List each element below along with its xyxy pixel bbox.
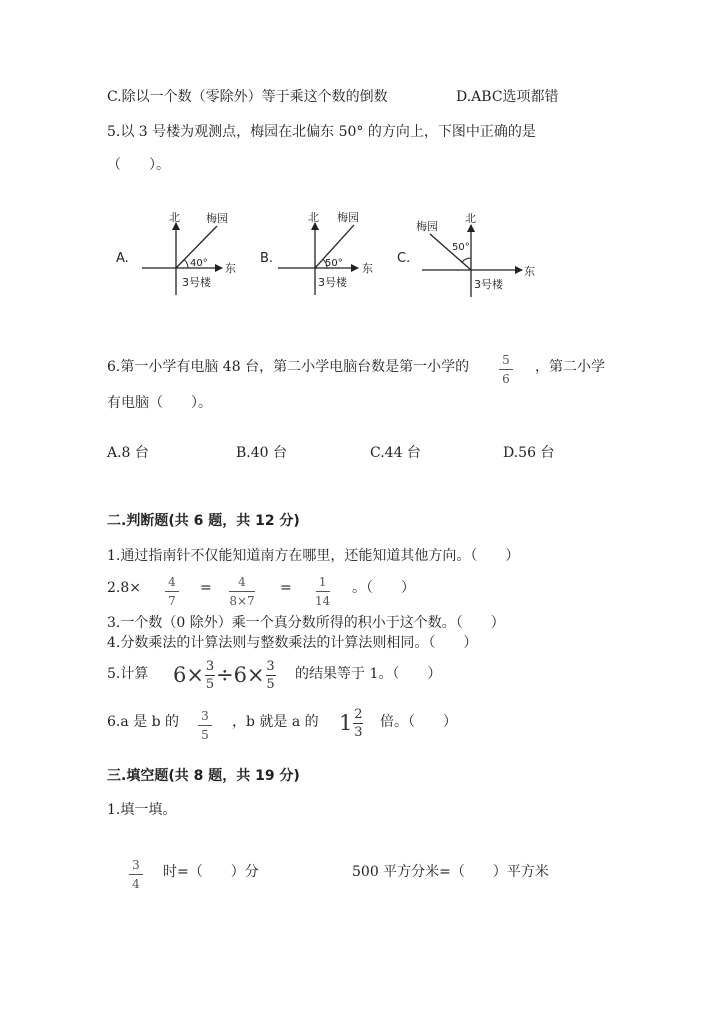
svg-text:北: 北: [465, 212, 476, 225]
q6-option-b: B.40 台: [236, 445, 288, 461]
s2-q6-suffix: 倍。（ ）: [380, 714, 457, 730]
svg-text:东: 东: [225, 262, 236, 275]
s2-q4: 4.分数乘法的计算法则与整数乘法的计算法则相同。（ ）: [107, 635, 478, 651]
q4-option-c: C.除以一个数（零除外）等于乘这个数的倒数: [107, 89, 388, 105]
svg-text:东: 东: [362, 262, 373, 275]
s3-q1: 1.填一填。: [107, 802, 177, 818]
s2-q5-prefix: 5.计算: [107, 666, 149, 682]
s2-q5-expression: 6× 3 5 ÷6× 3 5: [173, 659, 275, 692]
section3-title: 三.填空题(共 8 题，共 19 分): [107, 768, 300, 784]
s2-q2-eq1: =: [200, 580, 212, 596]
q5-stem: 5.以 3 号楼为观测点，梅园在北偏东 50° 的方向上，下图中正确的是: [107, 124, 536, 140]
svg-text:梅园: 梅园: [206, 212, 228, 225]
s2-q2-frac2: 4 8×7: [229, 575, 255, 608]
svg-text:北: 北: [308, 211, 319, 224]
s2-q2-frac3: 1 14: [315, 575, 331, 608]
q6-option-a: A.8 台: [107, 445, 149, 461]
q5-blank: （ ）。: [107, 157, 170, 173]
svg-text:40°: 40°: [190, 258, 208, 269]
s3-fill-a-frac: 3 4: [129, 859, 143, 890]
q6-stem-end: ，第二小学: [535, 359, 605, 375]
svg-text:梅园: 梅园: [337, 211, 359, 224]
svg-text:50°: 50°: [452, 242, 470, 253]
s2-q2-frac1: 4 7: [165, 576, 179, 607]
s2-q2-prefix: 2.8×: [107, 580, 141, 596]
q6-option-c: C.44 台: [370, 445, 421, 461]
s2-q6-mid: ，b 就是 a 的: [232, 714, 319, 730]
q6-option-d: D.56 台: [503, 445, 555, 461]
svg-text:3号楼: 3号楼: [318, 276, 347, 289]
q4-option-d: D.ABC选项都错: [456, 89, 559, 105]
svg-text:梅园: 梅园: [416, 220, 438, 233]
diagram-a: [116, 211, 236, 295]
diagram-b: [260, 210, 373, 295]
s2-q5-suffix: 的结果等于 1。（ ）: [295, 666, 442, 682]
s3-fill-a: 时=（ ）分: [163, 864, 259, 880]
diagram-a-label: A.: [116, 251, 129, 266]
diagram-c-label: C.: [397, 251, 411, 266]
s2-q6-mixed-number: 1 2 3: [339, 707, 363, 740]
q6-stem: 6.第一小学有电脑 48 台，第二小学电脑台数是第一小学的: [107, 359, 470, 375]
s2-q1: 1.通过指南针不仅能知道南方在哪里，还能知道其他方向。（ ）: [107, 548, 520, 564]
diagram-b-label: B.: [260, 251, 274, 266]
s2-q6-prefix: 6.a 是 b 的: [107, 714, 180, 730]
svg-text:50°: 50°: [325, 258, 343, 269]
svg-text:东: 东: [524, 265, 535, 278]
s2-q2-suffix: 。（ ）: [352, 580, 415, 596]
q5-diagrams: [0, 200, 720, 320]
q6-fraction: 5 6: [499, 354, 513, 385]
diagram-c: [397, 212, 535, 297]
s2-q2-eq2: =: [280, 580, 292, 596]
svg-text:3号楼: 3号楼: [182, 276, 211, 289]
q6-blank: 有电脑（ ）。: [107, 395, 212, 411]
s2-q3: 3.一个数（0 除外）乘一个真分数所得的积小于这个数。（ ）: [107, 615, 505, 631]
s3-fill-b: 500 平方分米=（ ）平方米: [352, 864, 549, 880]
section2-title: 二.判断题(共 6 题，共 12 分): [107, 513, 300, 529]
svg-text:北: 北: [169, 211, 180, 224]
svg-text:3号楼: 3号楼: [474, 278, 503, 291]
s2-q6-frac: 3 5: [198, 710, 212, 741]
